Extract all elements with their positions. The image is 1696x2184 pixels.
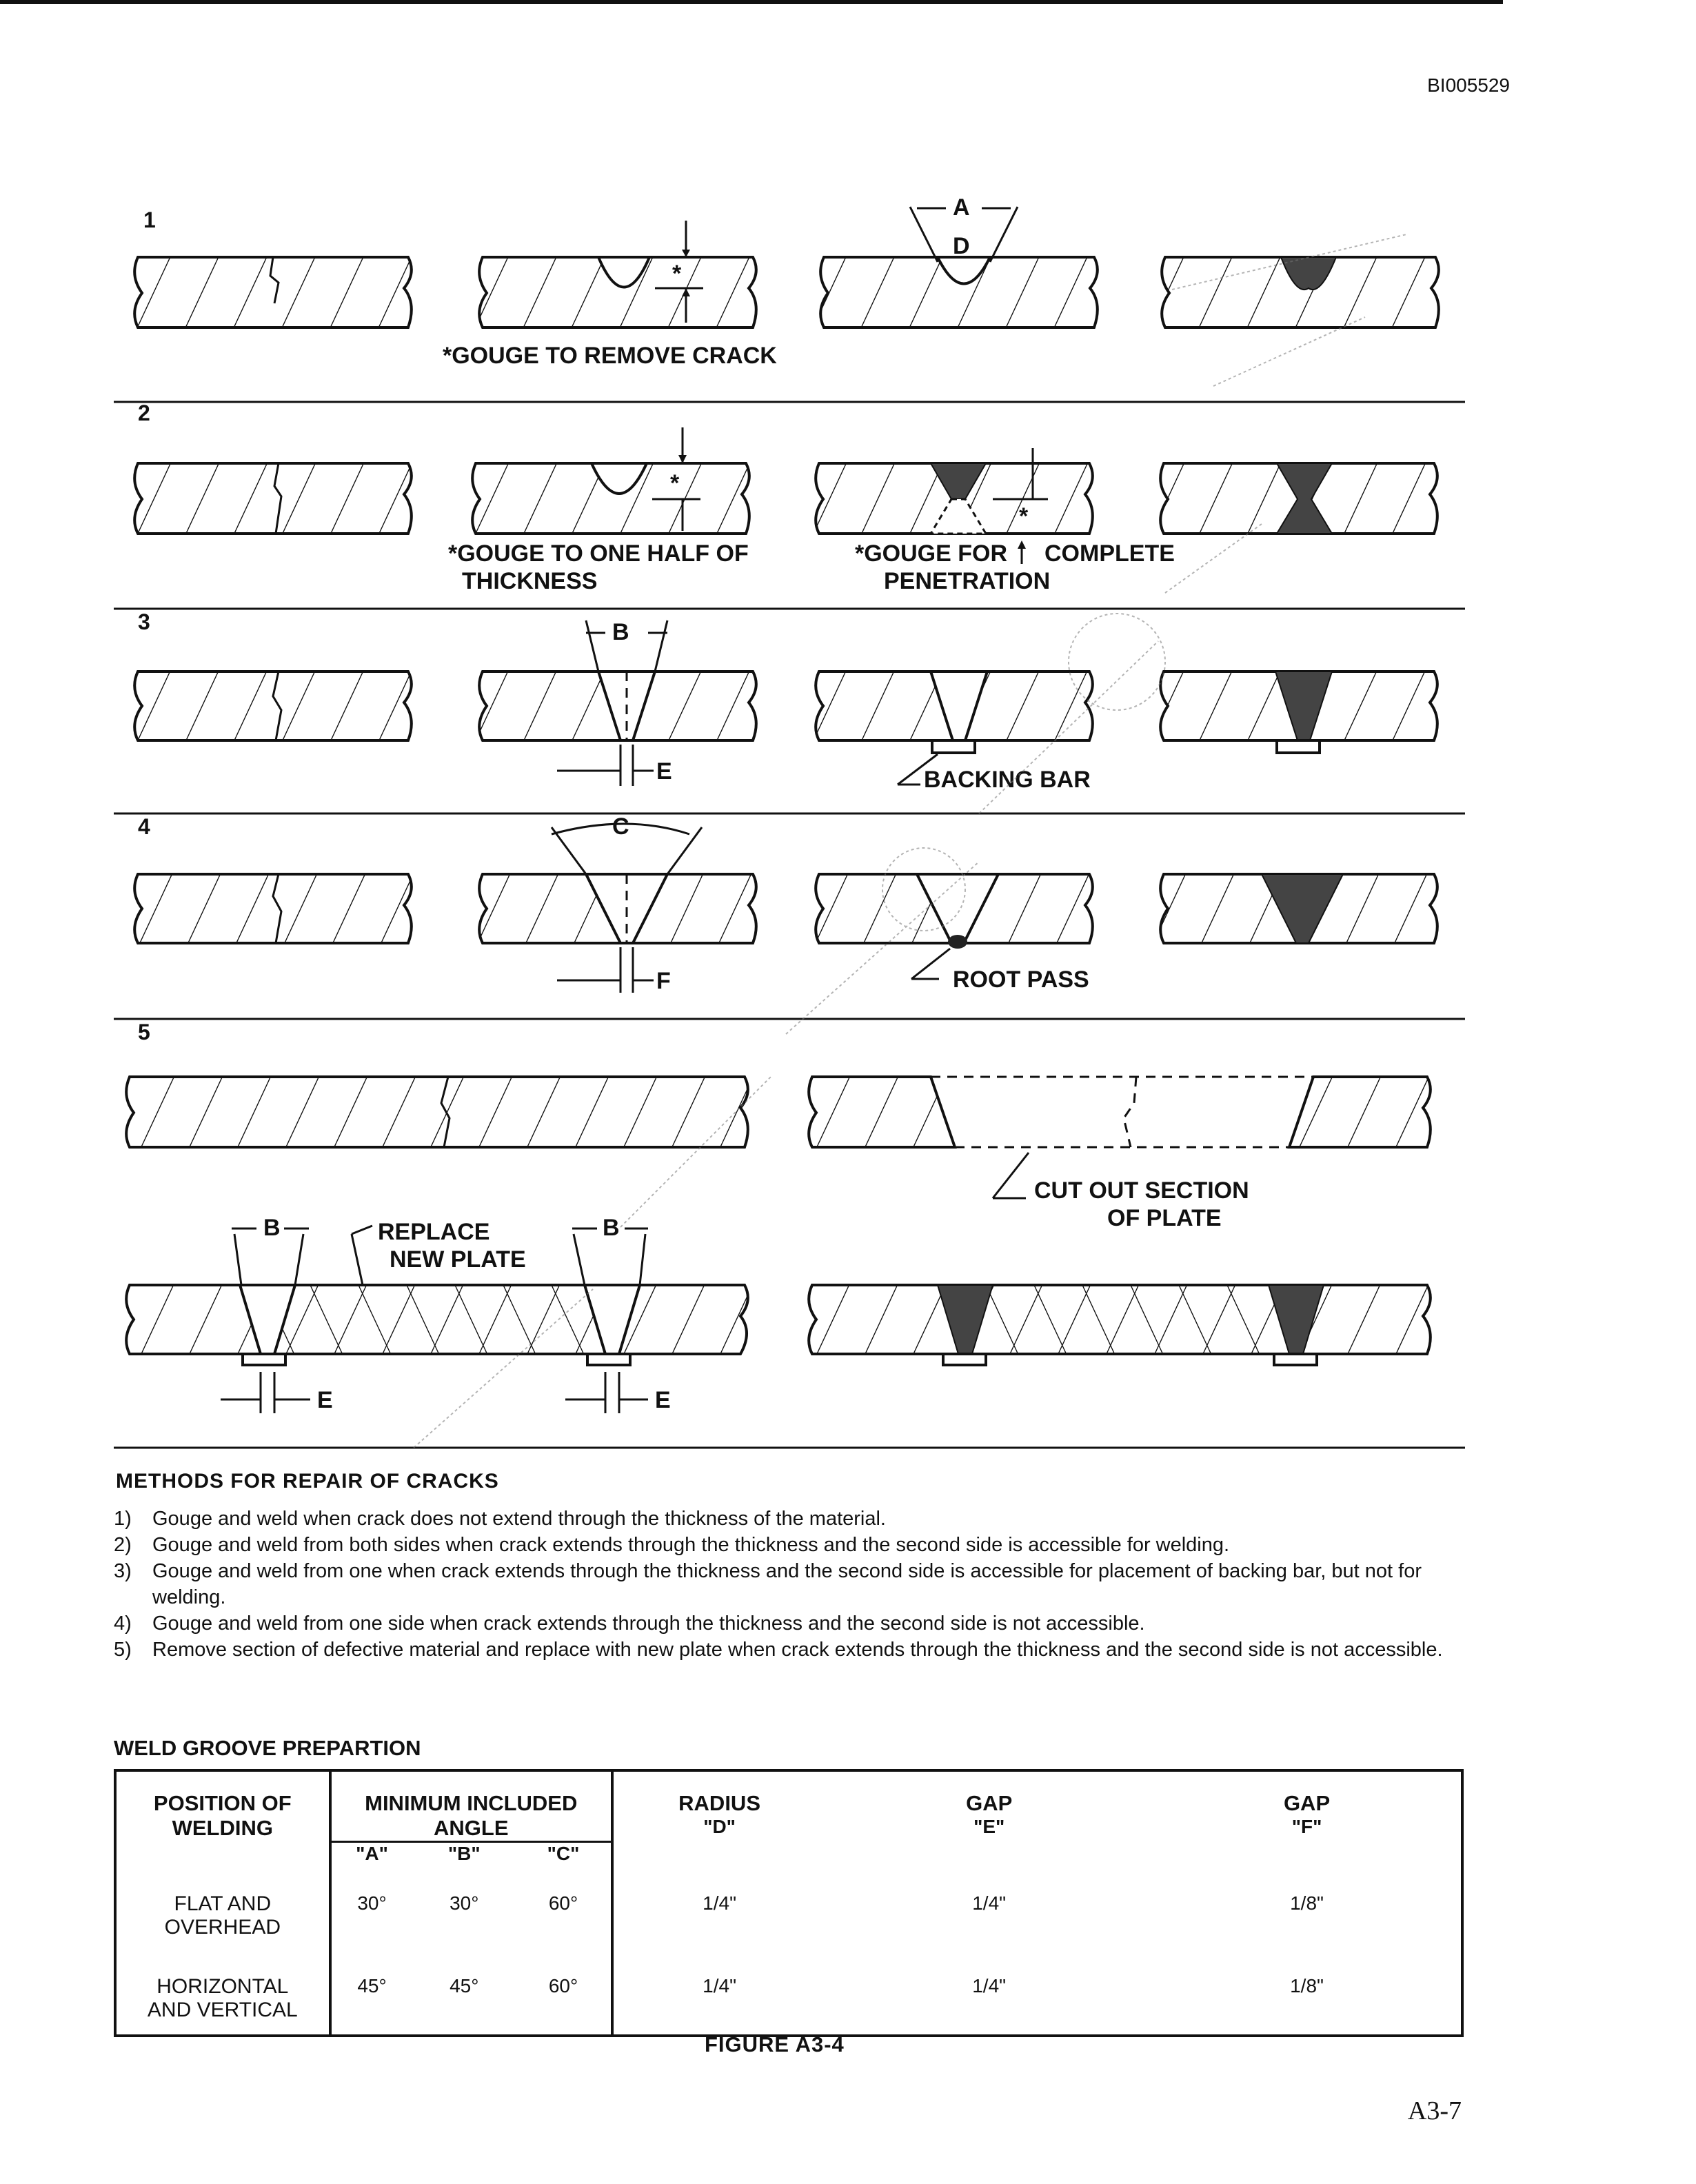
row5-replace-welded (809, 1285, 1431, 1365)
row4-plate-cracked (134, 874, 412, 943)
row3-plate-gouged (479, 619, 756, 786)
label-f: F (656, 968, 671, 994)
row2-plate-gouged-half (472, 427, 749, 534)
row1-plate-radius (820, 194, 1098, 327)
label-gouge-remove-crack: *GOUGE TO REMOVE CRACK (443, 343, 777, 369)
svg-text:E: E (317, 1387, 333, 1413)
row4-plate-root-pass (816, 874, 1093, 979)
svg-text:*: * (1019, 503, 1029, 529)
list-item: 1) Gouge and weld when crack does not extend through the thickness of the material. (114, 1508, 886, 1530)
list-item: 3) Gouge and weld from one when crack extends through the thickness and the second side is accessible for placement of backing bar, but not for welding. (114, 1560, 1422, 1608)
label-e: E (656, 758, 672, 785)
row2-plate-welded (1160, 463, 1437, 534)
header-min-angle: MINIMUM INCLUDED ANGLE (330, 1770, 612, 1842)
header-gap-e: GAP "E" (825, 1770, 1153, 1865)
svg-text:*: * (670, 470, 680, 496)
row2-plate-gouged-complete (816, 448, 1093, 534)
methods-heading: METHODS FOR REPAIR OF CRACKS (116, 1470, 499, 1493)
row4-plate-gouged (479, 813, 756, 994)
row-number-2: 2 (138, 401, 150, 425)
label-d: D (953, 233, 970, 259)
row4-plate-welded (1160, 874, 1437, 943)
label-gouge-complete-3: PENETRATION (884, 568, 1051, 594)
label-root-pass: ROOT PASS (953, 967, 1089, 993)
page-number: A3-7 (1407, 2096, 1462, 2125)
table-row: FLAT AND OVERHEAD 30° 30° 60° 1/4" 1/4" 1/8" (115, 1865, 1462, 1972)
header-radius: RADIUS "D" (612, 1770, 825, 1865)
svg-text:B: B (263, 1215, 281, 1241)
label-backing-bar: BACKING BAR (924, 767, 1091, 793)
row-number-1: 1 (143, 208, 156, 232)
label-b: B (612, 619, 629, 645)
header-c: "C" (547, 1843, 580, 1864)
svg-text:*: * (672, 261, 682, 287)
label-a: A (953, 194, 970, 221)
header-gap-f: GAP "F" (1153, 1770, 1462, 1865)
header-b: "B" (447, 1843, 481, 1864)
row3-plate-welded (1160, 671, 1437, 753)
row1-plate-welded (1162, 257, 1439, 327)
figure-caption: FIGURE A3-4 (705, 2032, 845, 2056)
document-id: BI005529 (1427, 74, 1510, 96)
list-item: 5) Remove section of defective material and replace with new plate when crack extends through the thickness and the second side is not accessible. (114, 1639, 1443, 1661)
methods-list (114, 1506, 1465, 1663)
table-row: HORIZONTAL AND VERTICAL 45° 45° 60° 1/4" 1/4" 1/8" (115, 1972, 1462, 2036)
row3-plate-cracked (134, 671, 412, 740)
weld-groove-heading: WELD GROOVE PREPARTION (114, 1736, 421, 1760)
header-position: POSITION OF WELDING (115, 1770, 330, 1865)
row-number-4: 4 (138, 814, 150, 839)
label-c: C (612, 813, 629, 840)
label-gouge-half-1: *GOUGE TO ONE HALF OF (448, 540, 749, 567)
label-replace-1: REPLACE (378, 1219, 490, 1245)
label-replace-2: NEW PLATE (390, 1246, 526, 1273)
label-cut-out-2: OF PLATE (1107, 1205, 1222, 1231)
svg-text:B: B (603, 1215, 620, 1241)
row-number-3: 3 (138, 609, 150, 634)
label-gouge-complete-1: *GOUGE FOR (855, 540, 1008, 567)
list-item: 2) Gouge and weld from both sides when crack extends through the thickness and the second side is accessible for welding. (114, 1534, 1230, 1556)
list-item: 4) Gouge and weld from one side when crack extends through the thickness and the second side is not accessible. (114, 1612, 1145, 1635)
row1-plate-cracked (134, 257, 412, 327)
row5-plate-cracked-long (126, 1077, 748, 1147)
weld-groove-table (114, 1769, 1464, 2037)
label-gouge-half-2: THICKNESS (462, 568, 598, 594)
row-number-5: 5 (138, 1020, 150, 1044)
label-gouge-complete-2: COMPLETE (1044, 540, 1175, 567)
svg-text:E: E (655, 1387, 671, 1413)
label-cut-out-1: CUT OUT SECTION (1034, 1177, 1249, 1204)
row2-plate-cracked (134, 463, 412, 534)
row1-plate-gouged (479, 221, 756, 327)
header-a: "A" (356, 1843, 388, 1864)
